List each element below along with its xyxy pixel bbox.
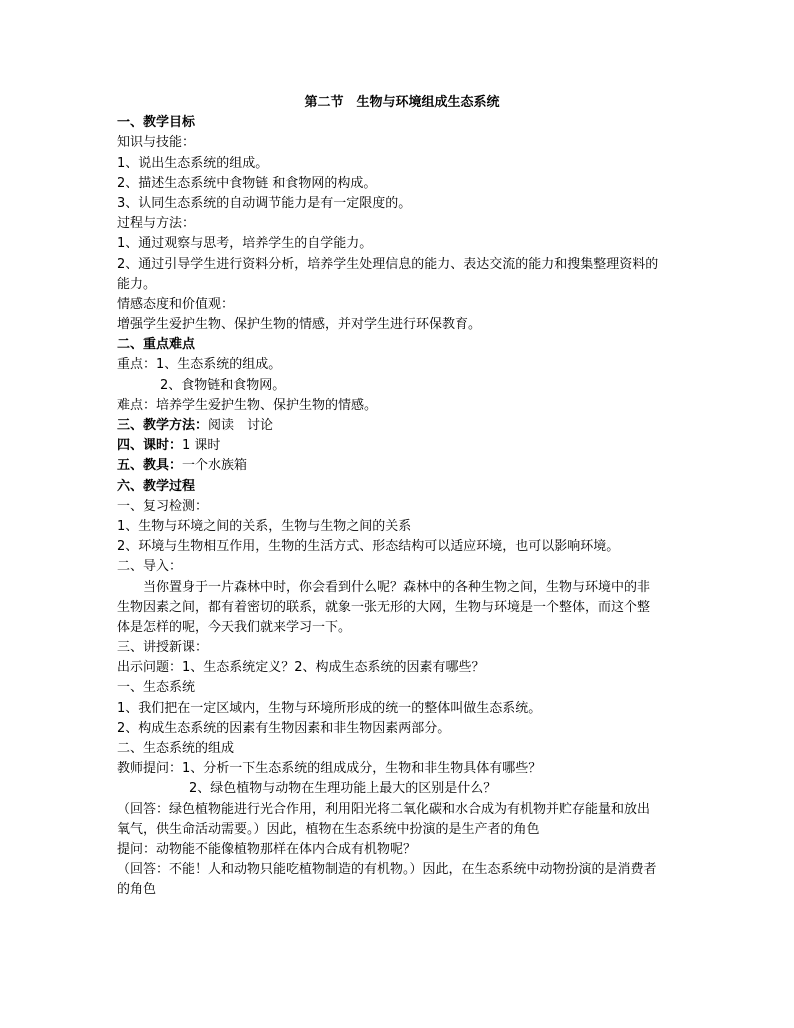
document-page bbox=[117, 93, 687, 901]
key-point-label: 重点： bbox=[117, 357, 157, 373]
knowledge-item-1: 1、说出生态系统的组成。 bbox=[117, 155, 269, 171]
composition-heading: 二、生态系统的组成 bbox=[117, 741, 235, 756]
teaching-method-label: 三、教学方法： bbox=[117, 418, 209, 433]
difficult-point: 难点：培养学生爱护生物、保护生物的情感。 bbox=[117, 397, 378, 413]
process-item-2-line-1: 2、通过引导学生进行资料分析，培养学生处理信息的能力、表达交流的能力和搜集整理资料的 bbox=[117, 256, 659, 272]
questions-shown: 出示问题：1、生态系统定义？2、构成生态系统的因素有哪些？ bbox=[117, 660, 485, 676]
subheading-emotion: 情感态度和价值观： bbox=[117, 296, 235, 312]
review-item-1: 1、生物与环境之间的关系，生物与生物之间的关系 bbox=[117, 518, 412, 534]
new-lesson-heading: 三、讲授新课： bbox=[117, 640, 209, 656]
class-hours bbox=[117, 436, 687, 456]
answer-1-line-1: （回答：绿色植物能进行光合作用，利用阳光将二氧化碳和水合成为有机物并贮存能量和放出 bbox=[117, 801, 651, 817]
doc-title: 第二节 生物与环境组成生态系统 bbox=[304, 95, 500, 110]
intro-heading: 二、导入： bbox=[117, 559, 183, 575]
ecosystem-heading: 一、生态系统 bbox=[117, 680, 196, 696]
section-heading-process: 六、教学过程 bbox=[117, 478, 196, 494]
answer-2-line-1: （回答：不能！人和动物只能吃植物制造的有机物。）因此，在生态系统中动物扮演的是消费者 bbox=[117, 862, 657, 878]
teaching-method bbox=[117, 416, 687, 436]
process-item-2-line-2: 能力。 bbox=[117, 276, 157, 292]
review-item-2: 2、环境与生物相互作用，生物的生活方式、形态结构可以适应环境，也可以影响环境。 bbox=[117, 539, 620, 555]
ecosystem-item-2: 2、构成生态系统的因素有生物因素和非生物因素两部分。 bbox=[117, 720, 451, 736]
teacher-question-1: 教师提问：1、分析一下生态系统的组成成分，生物和非生物具体有哪些？ bbox=[117, 761, 542, 777]
answer-1-line-2: 氧气，供生命活动需要。）因此，植物在生态系统中扮演的是生产者的角色 bbox=[117, 821, 540, 837]
class-hours-label: 四、课时： bbox=[117, 438, 183, 454]
knowledge-item-2: 2、描述生态系统中食物链 和食物网的构成。 bbox=[117, 175, 377, 191]
key-point-1-text: 1、生态系统的组成。 bbox=[156, 357, 282, 373]
process-item-1: 1、通过观察与思考，培养学生的自学能力。 bbox=[117, 236, 373, 252]
intro-paragraph-line-2: 生物因素之间，都有着密切的联系，就象一张无形的大网，生物与环境是一个整体，而这个整 bbox=[117, 599, 651, 615]
key-point-1 bbox=[117, 355, 687, 375]
section-heading-key-points: 二、重点难点 bbox=[117, 337, 196, 353]
teaching-aids-label: 五、教具： bbox=[117, 458, 183, 474]
intro-paragraph-line-3: 体是怎样的呢，今天我们就来学习一下。 bbox=[117, 619, 352, 635]
ecosystem-item-1: 1、我们把在一定区域内，生物与环境所形成的统一的整体叫做生态系统。 bbox=[117, 700, 542, 716]
subheading-knowledge: 知识与技能： bbox=[117, 135, 196, 151]
teaching-method-value: 阅读 讨论 bbox=[208, 418, 274, 433]
review-heading: 一、复习检测： bbox=[117, 498, 209, 514]
key-point-2: 2、食物链和食物网。 bbox=[160, 377, 286, 393]
section-heading-objectives: 一、教学目标 bbox=[117, 115, 196, 131]
subheading-process: 过程与方法： bbox=[117, 216, 196, 232]
answer-2-line-2: 的角色 bbox=[117, 882, 157, 898]
question-3: 提问：动物能不能像植物那样在体内合成有机物呢？ bbox=[117, 841, 417, 857]
teaching-aids bbox=[117, 456, 687, 476]
emotion-item-1: 增强学生爱护生物、保护生物的情感，并对学生进行环保教育。 bbox=[117, 317, 482, 333]
intro-paragraph-line-1: 当你置身于一片森林中时，你会看到什么呢？森林中的各种生物之间，生物与环境中的非 bbox=[143, 579, 651, 595]
teaching-aids-value: 一个水族箱 bbox=[182, 458, 248, 474]
class-hours-value: 1 课时 bbox=[182, 438, 221, 454]
knowledge-item-3: 3、认同生态系统的自动调节能力是有一定限度的。 bbox=[117, 195, 412, 211]
teacher-question-2: 2、绿色植物与动物在生理功能上最大的区别是什么？ bbox=[189, 781, 497, 797]
